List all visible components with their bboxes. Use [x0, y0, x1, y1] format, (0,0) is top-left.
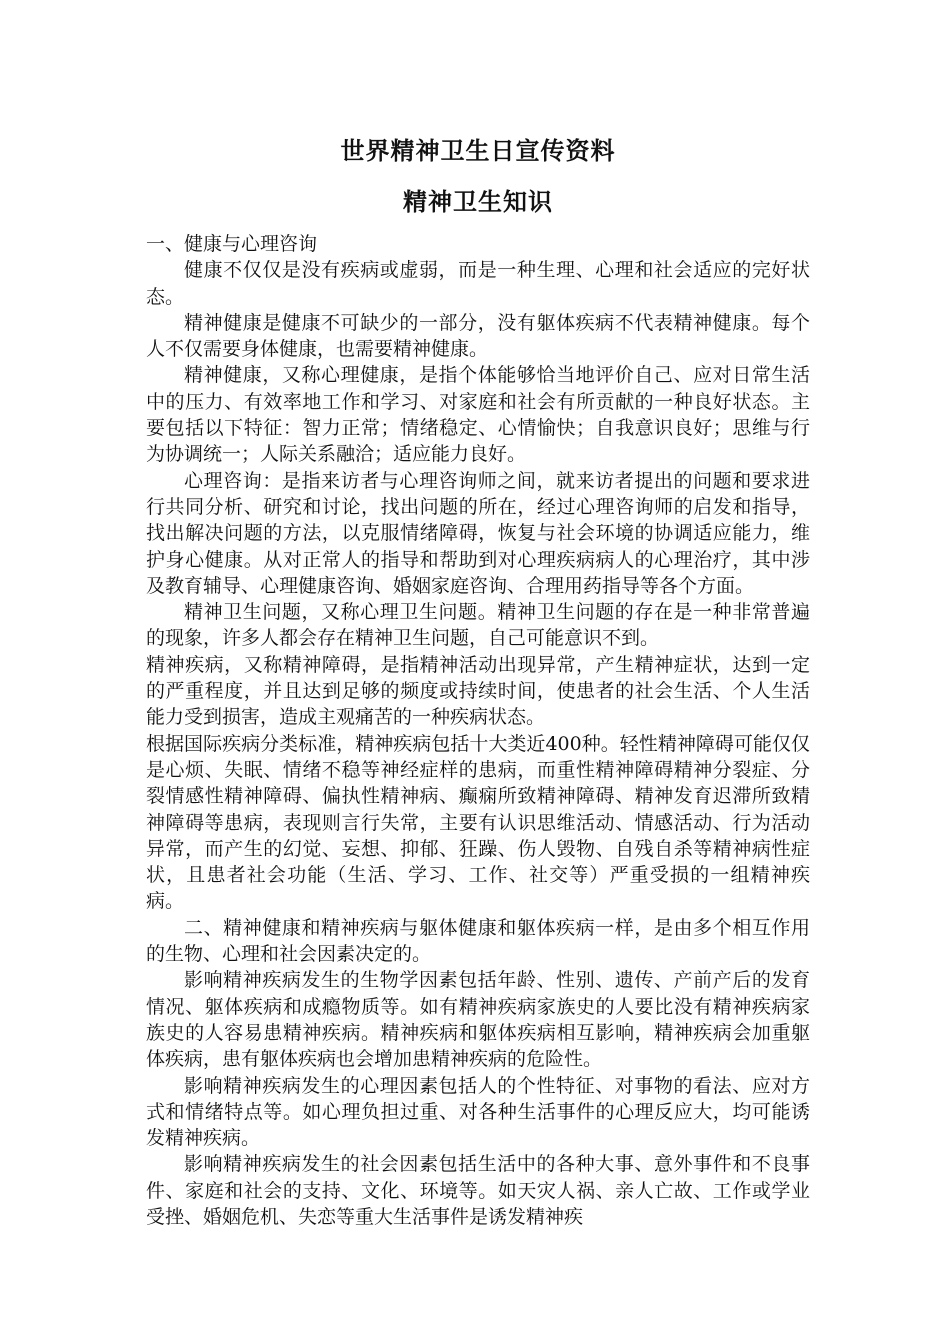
paragraph: 根据国际疾病分类标准，精神疾病包括十大类近400种。轻性精神障碍可能仅仅是心烦、失眠、情绪不稳等神经症样的患病，而重性精神障碍精神分裂症、分裂情感性精神障碍、偏执性精神病、癫痫所致精神障碍、精神发育迟滞所致精神障碍等患病，表现则言行失常，主要有认识思维活动、情感活动、行为活动异常，而产生的幻觉、妄想、抑郁、狂躁、伤人毁物、自残自杀等精神病性症状，且患者社会功能（生活、学习、工作、社交等）严重受损的一组精神疾病。 — [146, 732, 810, 913]
document-title: 世界精神卫生日宣传资料 — [340, 136, 616, 165]
paragraph: 影响精神疾病发生的社会因素包括生活中的各种大事、意外事件和不良事件、家庭和社会的支持、文化、环境等。如天灾人祸、亲人亡故、工作或学业受挫、婚姻危机、失恋等重大生活事件是诱发精神疾 — [146, 1153, 810, 1228]
paragraph: 二、精神健康和精神疾病与躯体健康和躯体疾病一样，是由多个相互作用的生物、心理和社会因素决定的。 — [146, 916, 810, 966]
paragraph: 影响精神疾病发生的心理因素包括人的个性特征、对事物的看法、应对方式和情绪特点等。如心理负担过重、对各种生活事件的心理反应大，均可能诱发精神疾病。 — [146, 1074, 810, 1150]
paragraph: 心理咨询：是指来访者与心理咨询师之间，就来访者提出的问题和要求进行共同分析、研究和讨论，找出问题的所在，经过心理咨询师的启发和指导，找出解决问题的方法，以克服情绪障碍，恢复与社会环境的协调适应能力，维护身心健康。从对正常人的指导和帮助到对心理疾病病人的心理治疗，其中涉及教育辅导、心理健康咨询、婚姻家庭咨询、合理用药指导等各个方面。 — [146, 469, 810, 597]
document-page — [146, 132, 810, 1230]
paragraph: 一、健康与心理咨询 — [146, 233, 318, 255]
paragraph: 精神健康是健康不可缺少的一部分，没有躯体疾病不代表精神健康。每个人不仅需要身体健康，也需要精神健康。 — [146, 311, 810, 361]
document-body — [146, 231, 810, 1230]
paragraph: 健康不仅仅是没有疾病或虚弱，而是一种生理、心理和社会适应的完好状态。 — [146, 259, 810, 308]
document-subtitle: 精神卫生知识 — [403, 187, 553, 216]
paragraph: 影响精神疾病发生的生物学因素包括年龄、性别、遗传、产前产后的发育情况、躯体疾病和成瘾物质等。如有精神疾病家族史的人要比没有精神疾病家族史的人容易患精神疾病。精神疾病和躯体疾病相互影响，精神疾病会加重躯体疾病，患有躯体疾病也会增加患精神疾病的危险性。 — [146, 969, 810, 1071]
paragraph: 精神健康，又称心理健康，是指个体能够恰当地评价自己、应对日常生活中的压力、有效率地工作和学习、对家庭和社会有所贡献的一种良好状态。主要包括以下特征：智力正常；情绪稳定、心情愉快；自我意识良好；思维与行为协调统一；人际关系融洽；适应能力良好。 — [146, 364, 810, 466]
paragraph: 精神疾病，又称精神障碍，是指精神活动出现异常，产生精神症状，达到一定的严重程度，并且达到足够的频度或持续时间，使患者的社会生活、个人生活能力受到损害，造成主观痛苦的一种疾病状态。 — [146, 653, 810, 729]
paragraph: 精神卫生问题，又称心理卫生问题。精神卫生问题的存在是一种非常普遍的现象，许多人都会存在精神卫生问题，自己可能意识不到。 — [146, 601, 810, 650]
